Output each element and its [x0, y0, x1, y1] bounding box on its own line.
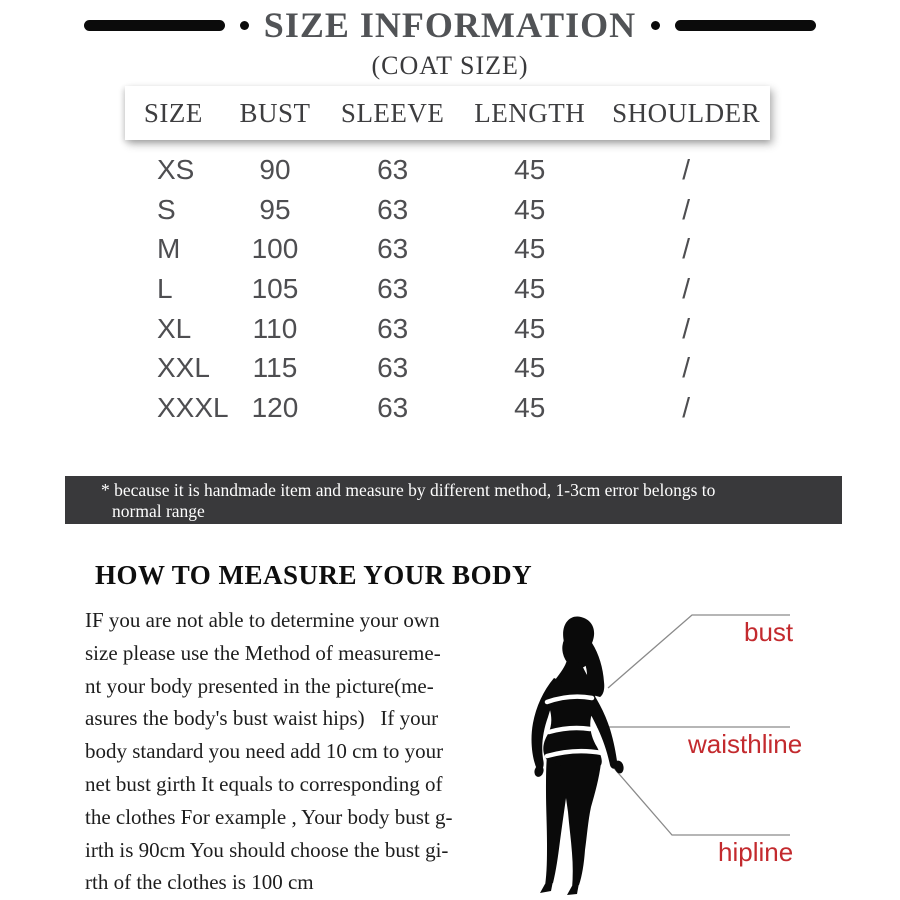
hip-leader-line — [613, 767, 790, 835]
table-cell: XXL — [157, 352, 210, 384]
table-cell: 115 — [252, 352, 298, 384]
coat-size-subtitle: (COAT SIZE) — [371, 51, 529, 80]
title-dot-left — [240, 21, 249, 30]
table-cell: / — [682, 193, 691, 225]
table-cell: L — [157, 272, 173, 304]
measure-figure — [520, 598, 900, 900]
note-bar — [65, 476, 842, 524]
size-table-header — [125, 86, 770, 140]
title-dot-right — [651, 21, 660, 30]
table-cell: 63 — [377, 352, 409, 384]
table-row-xxl — [125, 348, 770, 388]
table-cell: / — [682, 272, 691, 304]
table-cell: S — [157, 193, 176, 225]
measure-heading: HOW TO MEASURE YOUR BODY — [95, 560, 533, 590]
table-cell: / — [682, 153, 691, 185]
table-cell: / — [682, 233, 691, 265]
table-row-s — [125, 190, 770, 230]
table-cell: 45 — [514, 233, 546, 265]
paragraph-line: irth is 90cm You should choose the bust gi- — [85, 837, 449, 862]
table-cell: / — [682, 391, 691, 423]
table-cell: 63 — [377, 233, 409, 265]
title-rule-right — [675, 20, 816, 31]
table-cell: XS — [157, 153, 195, 185]
paragraph-line: net bust girth It equals to corresponding of — [85, 771, 443, 796]
paragraph-line: IF you are not able to determine your own — [85, 608, 440, 632]
table-cell: XXXL — [157, 391, 229, 423]
paragraph-line: the clothes For example , Your body bust g- — [85, 804, 453, 829]
table-cell: 63 — [377, 153, 409, 185]
note-line-1: * because it is handmade item and measure by different method, 1-3cm error belongs to — [101, 480, 716, 500]
column-header-shoulder: SHOULDER — [612, 97, 761, 128]
table-cell: / — [682, 352, 691, 384]
table-cell: 45 — [514, 153, 546, 185]
table-cell: 45 — [514, 272, 546, 304]
size-table-body — [125, 150, 770, 428]
paragraph-line: body standard you need add 10 cm to your — [85, 739, 444, 764]
table-row-l — [125, 269, 770, 309]
hipline-label: hipline — [718, 837, 794, 867]
silhouette-legs — [545, 756, 601, 889]
table-cell: 100 — [251, 233, 299, 265]
column-header-length: LENGTH — [474, 97, 586, 128]
measure-paragraph — [85, 604, 452, 899]
table-cell: 45 — [514, 391, 546, 423]
table-row-xs — [125, 150, 770, 190]
paragraph-line: size please use the Method of measureme- — [85, 640, 441, 665]
column-header-sleeve: SLEEVE — [340, 97, 445, 128]
column-header-bust: BUST — [239, 97, 311, 128]
title-row — [0, 4, 900, 46]
paragraph-line: rth of the clothes is 100 cm — [85, 870, 314, 895]
page-title: SIZE INFORMATION — [263, 5, 637, 45]
table-cell: 63 — [377, 193, 409, 225]
bust-label: bust — [744, 617, 794, 647]
table-cell: / — [682, 312, 691, 344]
table-row-xl — [125, 309, 770, 349]
table-cell: 45 — [514, 352, 546, 384]
table-cell: XL — [157, 312, 192, 344]
table-cell: 63 — [377, 272, 409, 304]
paragraph-line: asures the body's bust waist hips) If your — [85, 706, 439, 731]
table-cell: 63 — [377, 312, 409, 344]
table-cell: 45 — [514, 312, 546, 344]
table-cell: M — [157, 233, 181, 265]
table-cell: 90 — [259, 153, 291, 185]
table-cell: 45 — [514, 193, 546, 225]
table-cell: 95 — [259, 193, 291, 225]
title-rule-left — [84, 20, 225, 31]
table-cell: 63 — [377, 391, 409, 423]
table-row-m — [125, 229, 770, 269]
column-header-size: SIZE — [143, 97, 203, 128]
waistline-label: waisthline — [688, 729, 803, 759]
table-cell: 110 — [252, 312, 298, 344]
table-row-xxxl — [125, 388, 770, 428]
paragraph-line: nt your body presented in the picture(me- — [85, 673, 434, 698]
table-cell: 105 — [251, 272, 299, 304]
table-cell: 120 — [251, 391, 299, 423]
note-line-2: normal range — [112, 501, 205, 521]
